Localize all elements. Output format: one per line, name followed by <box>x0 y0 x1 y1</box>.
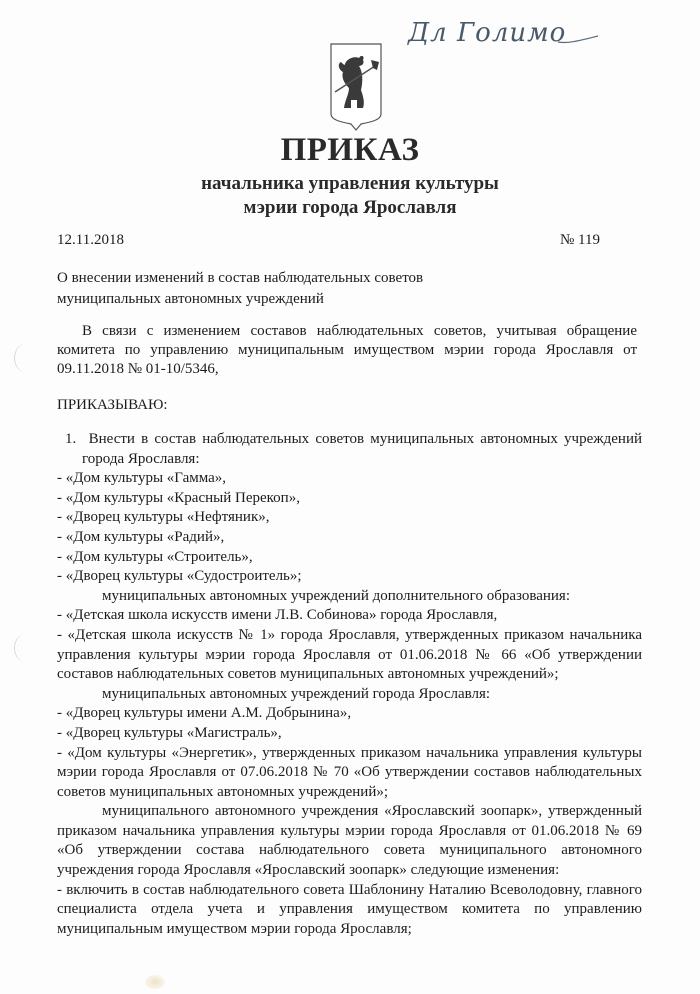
list-item: - «Дом культуры «Радий», <box>57 528 225 545</box>
order-directive: ПРИКАЗЫВАЮ: <box>57 397 168 413</box>
order-date: 12.11.2018 <box>57 232 124 248</box>
zoo-paragraph: муниципального автономного учреждения «Ярославский зоопарк», утвержденный приказом начальника управления культуры мэрии города Ярославля от 01.06.2018 № 69 «Об утверждении состава наблюдательного совета муниципального автономного учреждения города Ярославля «Ярославский зоопарк» следующие изменения: <box>57 803 642 879</box>
handwritten-note <box>408 14 608 58</box>
item-1-text: Внести в состав наблюдательных советов муниципальных автономных учреждений города Ярославля: <box>82 431 642 467</box>
handwritten-note-text: Дл Голимо <box>408 18 567 48</box>
list-item: - «Дом культуры «Красный Перекоп», <box>57 489 300 506</box>
order-number: № 119 <box>560 232 601 248</box>
list-item: - «Дом культуры «Строитель», <box>57 548 253 565</box>
issuer-line-2: мэрии города Ярославля <box>243 197 457 218</box>
list-item: - «Детская школа искусств имени Л.В. Собинова» города Ярославля, <box>57 607 498 624</box>
list-item: - «Дворец культуры «Судостроитель»; <box>57 568 302 585</box>
subject-line-1: О внесении изменений в состав наблюдательных советов <box>57 270 424 286</box>
order-subject <box>57 268 423 310</box>
group-3-heading: муниципальных автономных учреждений города Ярославля: <box>102 685 491 702</box>
order-items <box>57 430 642 939</box>
handwriting-tail-stroke-icon <box>558 34 598 46</box>
list-item: - «Дворец культуры «Магистраль», <box>57 724 282 741</box>
list-item: - «Дом культуры «Гамма», <box>57 470 227 487</box>
list-item: - «Дворец культуры имени А.М. Добрынина», <box>57 705 352 722</box>
document-title: ПРИКАЗ <box>280 132 420 168</box>
coat-of-arms-bear-icon <box>327 42 385 132</box>
change-item: - включить в состав наблюдательного совета Шаблонину Наталию Всеволодовну, главного специалиста отдела учета и управления имуществом комитета по управлению муниципальным имуществом мэрии города Ярославля; <box>57 881 642 937</box>
item-1-number: 1. <box>65 431 77 447</box>
list-item: - «Детская школа искусств № 1» города Ярославля, утвержденных приказом начальника управления культуры мэрии города Ярославля от 01.06.2018 № 66 «Об утверждении составов наблюдательных советов муниципальных автономных учреждений»; <box>57 626 642 683</box>
preamble <box>57 322 637 379</box>
punch-hole-mark <box>14 633 41 663</box>
group-2-heading: муниципальных автономных учреждений дополнительного образования: <box>102 587 570 604</box>
item-1 <box>57 430 642 469</box>
preamble-text: В связи с изменением составов наблюдательных советов, учитывая обращение комитета по управлению муниципальным имуществом мэрии города Ярославля от 09.11.2018 № 01-10/5346, <box>57 323 637 377</box>
paper-stain <box>145 975 165 989</box>
issuer-line-1: начальника управления культуры <box>201 173 499 194</box>
subject-line-2: муниципальных автономных учреждений <box>57 291 324 307</box>
list-item: - «Дворец культуры «Нефтяник», <box>57 509 270 526</box>
punch-hole-mark <box>14 343 41 373</box>
list-item: - «Дом культуры «Энергетик», утвержденных приказом начальника управления культуры мэрии города Ярославля от 07.06.2018 № 70 «Об утверждении составов наблюдательных советов муниципальных автономных учреждений»; <box>57 744 642 800</box>
